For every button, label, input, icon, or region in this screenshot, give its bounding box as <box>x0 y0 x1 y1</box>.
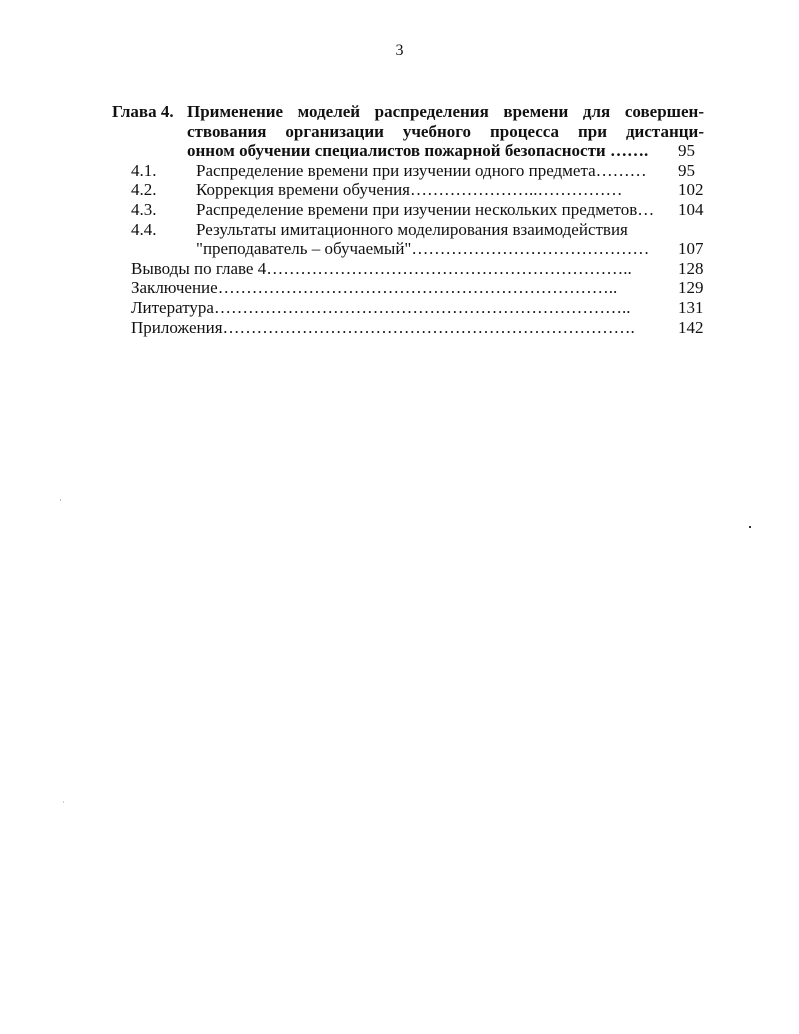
entry-page: 142 <box>678 317 704 337</box>
section-page: 104 <box>678 199 704 219</box>
page-number: 3 <box>395 42 404 59</box>
toc-entry-conclusion[interactable] <box>112 278 704 298</box>
section-title: Коррекция времени обучения…………………..…………… <box>196 180 623 200</box>
section-page: 107 <box>678 239 704 259</box>
chapter-title-line: ствования организации учебного процесса при дистанци- <box>187 121 704 141</box>
section-page: 102 <box>678 180 704 200</box>
section-title: Результаты имитационного моделирования взаимодействия <box>196 219 628 239</box>
section-number: 4.4. <box>131 219 157 239</box>
entry-title: Заключение…………………………………………………………….. <box>131 278 618 298</box>
toc-chapter-line-1 <box>112 102 704 122</box>
scan-speck <box>749 526 751 528</box>
toc-entry-4-1[interactable] <box>112 161 704 181</box>
toc-entry-references[interactable] <box>112 298 704 318</box>
entry-title: Литература……………………………………………………………….. <box>131 297 631 317</box>
toc-entry-4-2[interactable] <box>112 180 704 200</box>
entry-page: 128 <box>678 258 704 278</box>
section-number: 4.1. <box>131 160 157 180</box>
toc-entry-4-4[interactable] <box>112 220 704 240</box>
section-page: 95 <box>678 160 695 180</box>
toc-entry-4-3[interactable] <box>112 200 704 220</box>
entry-title: Приложения………………………………………………………………. <box>131 317 635 337</box>
toc-chapter-line-3 <box>112 141 704 161</box>
toc-entry-4-4-cont[interactable] <box>112 239 704 259</box>
chapter-title-line: Применение моделей распределения времени для совершен- <box>187 102 704 121</box>
toc-entry-conclusions-ch4[interactable] <box>112 259 704 279</box>
toc-entry-appendices[interactable] <box>112 318 704 338</box>
section-title: Распределение времени при изучении нескольких предметов… <box>196 199 655 219</box>
table-of-contents <box>112 102 704 337</box>
entry-page: 129 <box>678 278 704 298</box>
scan-speck <box>60 499 61 501</box>
chapter-label: Глава 4. <box>112 102 174 121</box>
section-title: Распределение времени при изучении одного предмета……… <box>196 160 647 180</box>
entry-title: Выводы по главе 4……………………………………………………….. <box>131 258 632 278</box>
section-number: 4.2. <box>131 180 157 200</box>
chapter-page: 95 <box>678 141 695 161</box>
section-number: 4.3. <box>131 199 157 219</box>
toc-chapter-line-2 <box>112 122 704 142</box>
scan-speck <box>63 801 64 803</box>
entry-page: 131 <box>678 297 704 317</box>
chapter-title-line: онном обучении специалистов пожарной безопасности ……. <box>187 141 649 161</box>
section-title-continued: "преподаватель – обучаемый"…………………………………… <box>196 239 650 259</box>
